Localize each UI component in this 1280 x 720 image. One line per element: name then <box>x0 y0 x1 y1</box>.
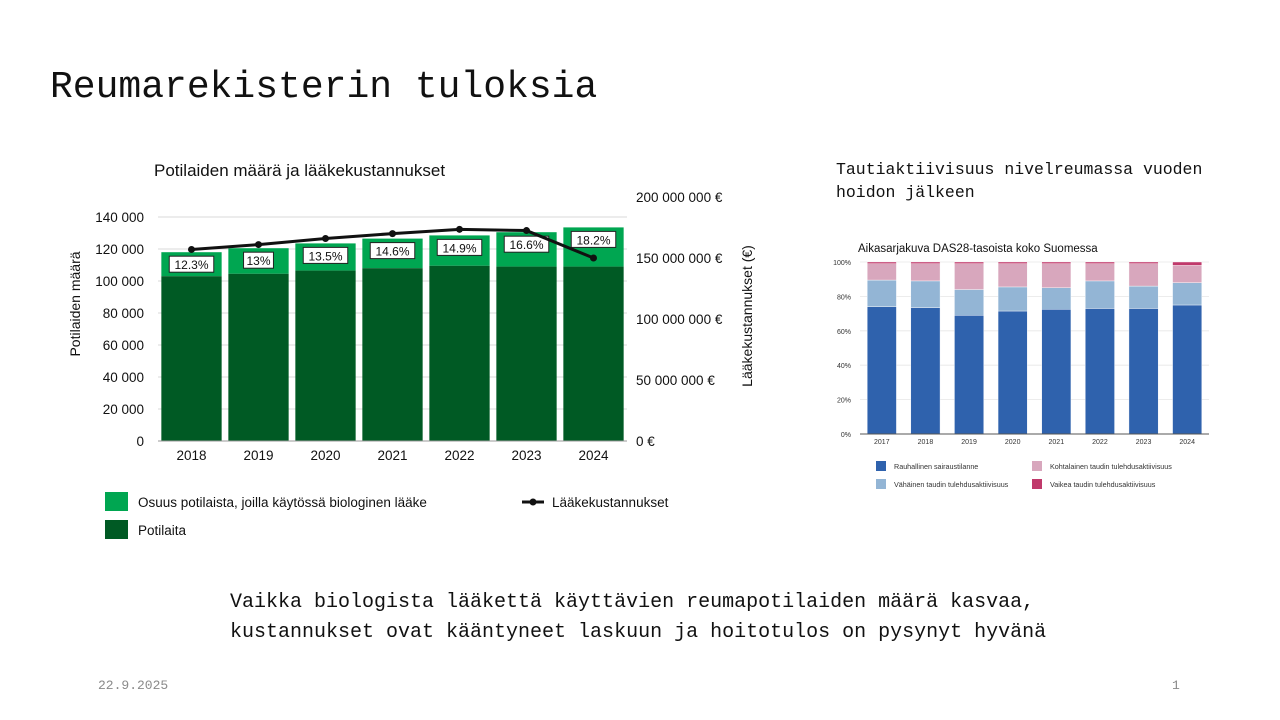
legend-label-bio-share: Osuus potilaista, joilla käytössä biologinen lääke <box>138 495 427 510</box>
das28-bar-segment <box>1129 286 1158 308</box>
x-tick-label: 2023 <box>511 448 542 463</box>
das28-bar-segment <box>1042 288 1071 310</box>
das28-x-tick-label: 2017 <box>874 439 890 446</box>
das28-chart-bars <box>867 262 1202 434</box>
left-y-tick-label: 40 000 <box>102 370 144 385</box>
patients-bar <box>295 271 355 441</box>
das28-x-tick-label: 2021 <box>1048 439 1065 446</box>
das28-legend-label: Rauhallinen sairaustilanne <box>894 462 979 471</box>
left-y-tick-label: 100 000 <box>95 274 144 289</box>
das28-y-tick-label: 100% <box>833 260 851 267</box>
bio-share-data-label: 18.2% <box>576 233 611 248</box>
cost-point <box>590 255 597 262</box>
x-tick-label: 2020 <box>310 448 341 463</box>
patients-bar <box>563 267 623 441</box>
patients-bar <box>161 276 221 441</box>
das28-bar-segment <box>867 280 896 307</box>
x-tick-label: 2018 <box>176 448 207 463</box>
slide-caption: Vaikka biologista lääkettä käyttävien reumapotilaiden määrä kasvaa, kustannukset ovat kääntyneet laskuun ja hoitotulos on pysynyt hyvänä <box>230 591 1047 644</box>
patients-bar <box>228 274 288 441</box>
das28-chart-title: Aikasarjakuva DAS28-tasoista koko Suomessa <box>858 243 1098 255</box>
das28-legend-label: Kohtalainen taudin tulehdusaktiivisuus <box>1050 462 1172 471</box>
das28-x-tick-label: 2024 <box>1179 439 1195 446</box>
left-y-tick-label: 80 000 <box>102 306 144 321</box>
das28-bar-segment <box>911 264 940 281</box>
left-y-axis-label: Potilaiden määrä <box>67 251 83 357</box>
page-number: 1 <box>1172 678 1180 693</box>
right-y-tick-label: 0 € <box>636 434 655 449</box>
patients-bar <box>496 267 556 441</box>
left-chart-bars <box>161 227 623 441</box>
das28-bar-segment <box>1042 264 1071 288</box>
das28-bar-segment <box>1129 264 1158 286</box>
left-y-tick-label: 120 000 <box>95 242 144 257</box>
das28-bar-segment <box>954 262 983 264</box>
das28-chart <box>826 236 1216 496</box>
patients-cost-chart <box>60 152 760 552</box>
das28-legend-label: Vähäinen taudin tulehdusaktiivisuus <box>894 480 1009 489</box>
das28-bar-segment <box>867 264 896 280</box>
patients-bar <box>429 266 489 441</box>
das28-bar-segment <box>911 281 940 308</box>
das28-bar-segment <box>1085 308 1114 434</box>
das28-x-tick-label: 2020 <box>1004 439 1021 446</box>
legend-label-cost: Lääkekustannukset <box>552 495 669 510</box>
cost-point <box>456 226 463 233</box>
bio-share-data-label: 14.9% <box>442 241 477 256</box>
x-tick-label: 2024 <box>578 448 609 463</box>
das28-bar-segment <box>998 262 1027 264</box>
patients-bar <box>362 268 422 441</box>
x-tick-label: 2022 <box>444 448 475 463</box>
das28-bar-segment <box>1085 264 1114 281</box>
das28-bar-segment <box>1173 265 1202 282</box>
right-y-tick-label: 200 000 000 € <box>636 190 723 205</box>
das28-y-tick-label: 80% <box>836 294 851 302</box>
left-chart-legend <box>105 492 669 539</box>
das28-bar-segment <box>911 308 940 434</box>
cost-point <box>523 227 530 234</box>
das28-bar-segment <box>1042 309 1071 434</box>
legend-swatch-cost-point <box>530 499 537 506</box>
x-tick-label: 2019 <box>243 448 274 463</box>
das28-bar-segment <box>998 287 1027 311</box>
cost-point <box>188 246 195 253</box>
das28-chart-legend <box>876 461 1172 489</box>
left-y-tick-label: 60 000 <box>102 338 144 353</box>
das28-bar-segment <box>1173 262 1202 265</box>
das28-legend-swatch <box>876 479 886 489</box>
das28-bar-segment <box>1085 262 1114 264</box>
left-y-tick-label: 0 <box>136 434 144 449</box>
das28-x-tick-label: 2019 <box>961 439 977 446</box>
right-y-axis-label: Lääkekustannukset (€) <box>739 245 755 387</box>
bio-share-data-label: 16.6% <box>509 238 544 253</box>
das28-bar-segment <box>1042 262 1071 264</box>
cost-point <box>255 241 262 248</box>
cost-point <box>322 235 329 242</box>
right-y-tick-label: 150 000 000 € <box>636 251 723 266</box>
das28-y-tick-label: 60% <box>836 328 851 336</box>
das28-x-tick-label: 2023 <box>1135 439 1152 446</box>
x-tick-label: 2021 <box>377 448 408 463</box>
bio-share-data-label: 14.6% <box>375 244 410 259</box>
left-y-tick-label: 140 000 <box>95 210 144 225</box>
das28-bar-segment <box>867 307 896 434</box>
das28-y-tick-label: 20% <box>836 397 851 405</box>
das28-bar-segment <box>954 290 983 316</box>
legend-swatch-patients <box>105 520 128 539</box>
das28-bar-segment <box>954 264 983 290</box>
bio-share-data-label: 13% <box>246 254 271 269</box>
das28-legend-label: Vaikea taudin tulehdusaktiivisuus <box>1050 480 1156 489</box>
das28-bar-segment <box>1085 281 1114 309</box>
das28-x-tick-label: 2022 <box>1092 439 1108 446</box>
bio-share-data-label: 13.5% <box>308 249 343 264</box>
bio-share-data-label: 12.3% <box>174 258 209 273</box>
legend-label-patients: Potilaita <box>138 523 187 538</box>
das28-y-tick-label: 40% <box>836 363 851 371</box>
left-chart-title: Potilaiden määrä ja lääkekustannukset <box>154 161 446 180</box>
das28-legend-swatch <box>1032 461 1042 471</box>
das28-bar-segment <box>867 262 896 264</box>
das28-y-tick-label: 0% <box>840 432 851 439</box>
das28-section-heading: Tautiaktiivisuus nivelreumassa vuoden hoidon jälkeen <box>836 160 1203 202</box>
das28-bar-segment <box>1173 305 1202 434</box>
cost-point <box>389 230 396 237</box>
das28-bar-segment <box>1129 308 1158 434</box>
das28-x-tick-label: 2018 <box>917 439 934 446</box>
das28-bar-segment <box>911 262 940 264</box>
das28-bar-segment <box>1129 262 1158 264</box>
das28-bar-segment <box>998 311 1027 434</box>
das28-legend-swatch <box>1032 479 1042 489</box>
right-y-tick-label: 100 000 000 € <box>636 312 723 327</box>
das28-bar-segment <box>1173 283 1202 305</box>
left-y-tick-label: 20 000 <box>102 402 144 417</box>
das28-bar-segment <box>954 315 983 434</box>
das28-bar-segment <box>998 264 1027 287</box>
right-y-tick-label: 50 000 000 € <box>636 373 715 388</box>
legend-swatch-bio-share <box>105 492 128 511</box>
footer-date: 22.9.2025 <box>98 678 169 693</box>
slide-title: Reumarekisterin tuloksia <box>50 66 598 109</box>
das28-legend-swatch <box>876 461 886 471</box>
